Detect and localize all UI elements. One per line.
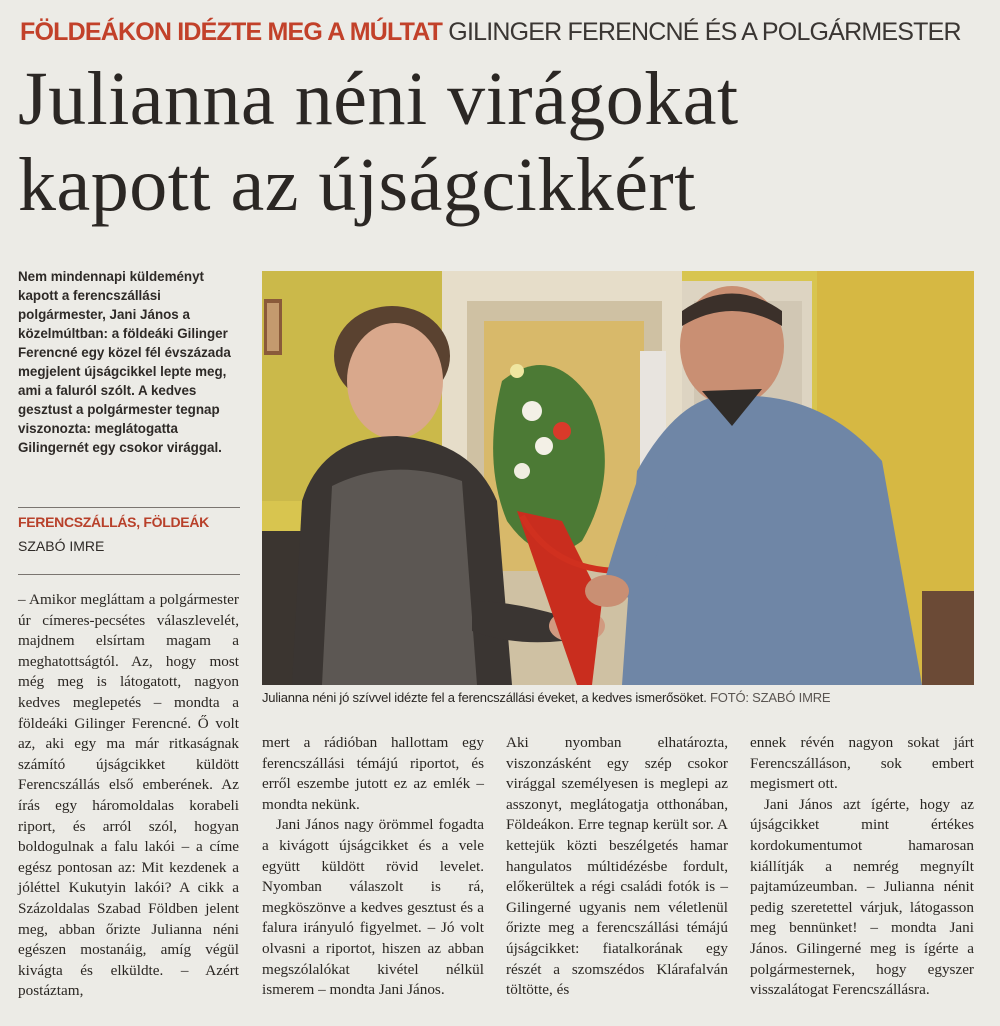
lead-paragraph: Nem mindennapi küldeményt kapott a ferencszállási polgármester, Jani János a közelmúltban: a földeáki Gilinger Ferencné egy közel fél évszázada megjelent újságcikkel lepte meg, ami a faluról szólt. A kedves gesztust a polgármester tegnap viszonozta: meglátogatta Gilingernét egy csokor virággal. xyxy=(18,269,231,455)
body-col4-paragraph-a: ennek révén nagyon sokat járt Ferencszálláson, sok embert megismert ott. xyxy=(750,734,974,793)
photo-illustration xyxy=(262,271,974,685)
dateline: FERENCSZÁLLÁS, FÖLDEÁK xyxy=(18,514,209,530)
photo-credit: FOTÓ: SZABÓ IMRE xyxy=(710,690,831,705)
kicker-red: FÖLDEÁKON IDÉZTE MEG A MÚLTAT xyxy=(20,18,443,46)
photo-caption xyxy=(262,690,974,705)
body-column-2 xyxy=(262,733,484,1001)
lead-divider xyxy=(18,507,240,508)
body-col4-paragraph-b: Jani János azt ígérte, hogy az újságcikket mint értékes kordokumentumot hamarosan kiállítják a nemrég megnyílt pajtamúzeumban. – Julianna nénit pedig szeretettel várjuk, látogasson meg bennünket! – mondta Jani János. Gilingerné meg is ígérte a polgármesternek, hogy egyszer visszalátogat Ferencszállásra. xyxy=(750,795,974,999)
body-column-3 xyxy=(506,733,728,1001)
author-byline: SZABÓ IMRE xyxy=(18,538,105,554)
body-col3-paragraph: Aki nyomban elhatározta, viszonzásként egy szép csokor virággal személyesen is meglepi az asszonyt, meglátogatja otthonában, Földeákon. Erre tegnap került sor. A kettejük közti beszélgetés hamar hangulatos múltidézésbe fordult, előkerültek a régi családi fotók is – Gilingerné ugyanis nem véletlenül őrizte meg a ferencszállási témájú újságcikket: fiatalkorának egy részét a szomszédos Klárafalván töltötte, és xyxy=(506,734,728,999)
body-col2-paragraph-a: mert a rádióban hallottam egy ferencszállási témájú riportot, és erről eszembe jutott ez az emlék – mondta nekünk. xyxy=(262,734,484,813)
headline-line-2: kapott az újságcikkért xyxy=(18,143,696,227)
article-photo xyxy=(262,271,974,685)
kicker-line xyxy=(20,18,980,47)
caption-text: Julianna néni jó szívvel idézte fel a ferencszállási éveket, a kedves ismerősöket. xyxy=(262,690,707,705)
byline-divider xyxy=(18,574,240,575)
body-col2-paragraph-b: Jani János nagy örömmel fogadta a kivágott újságcikket és a vele együtt küldött rövid levelet. Nyomban válaszolt is rá, megköszönve a kedves gesztust és a falura irányuló figyelmet. – Jó volt olvasni a riportot, hiszen az abban megszólalókat kivétel nélkül ismerem – mondta Jani János. xyxy=(262,816,484,999)
kicker-dark: GILINGER FERENCNÉ ÉS A POLGÁRMESTER xyxy=(448,18,961,46)
body-col1-paragraph: – Amikor megláttam a polgármester úr címeres-pecsétes válaszlevelét, majdnem elsírtam magam a meghatottságtól. Az, hogy most még meg is látogatott, nagyon kedves meglepetés – mondta a földeáki Gilinger Ferencné. Ő volt az, aki egy ma már ritkaságnak számító újságcikket küldött Ferencszállás első emberének. Az írás egy háromoldalas korabeli riport, és arról szól, hogyan boldogulnak a falu lakói – a címe egész pontosan az: Mit kezdenek a jóléttel Kukutyin lakói? A cikk a Százoldalas Szabad Földben jelent meg, abban őrizte Julianna néni egészen mostanáig, amíg végül kivágta és elküldte. – Azért postáztam, xyxy=(18,591,239,1000)
body-column-1 xyxy=(18,590,239,1002)
headline xyxy=(18,56,978,228)
body-column-4 xyxy=(750,733,974,1001)
headline-line-1: Julianna néni virágokat xyxy=(18,57,739,141)
